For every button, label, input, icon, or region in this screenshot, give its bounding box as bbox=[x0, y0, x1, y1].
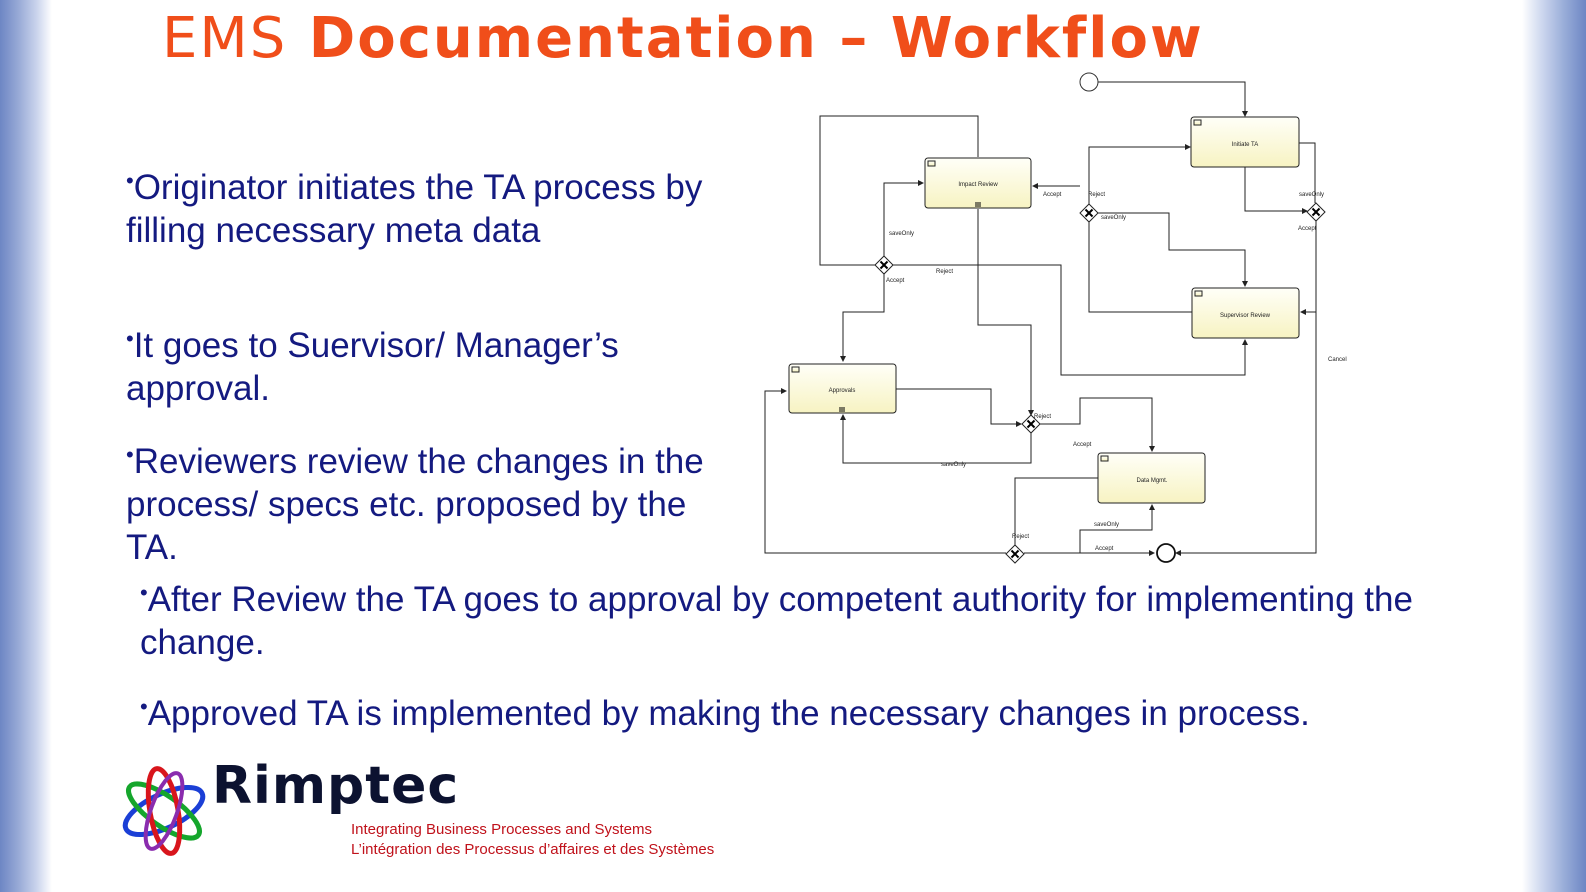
task-data-mgmt[interactable] bbox=[1098, 453, 1205, 503]
tagline-english: Integrating Business Processes and Systems bbox=[351, 821, 652, 838]
flow-label: saveOnly bbox=[1299, 192, 1325, 198]
bullet-item-1 bbox=[126, 166, 726, 252]
bullet-text-4: After Review the TA goes to approval by competent authority for implementing the change. bbox=[140, 580, 1413, 662]
left-decorative-border bbox=[0, 0, 52, 892]
flow-saveonly-to-approvals bbox=[843, 415, 1031, 463]
flow-label: Accept bbox=[1095, 546, 1114, 552]
flow-label: Reject bbox=[1034, 414, 1052, 420]
flow-initiate-to-gateway bbox=[1245, 167, 1307, 211]
user-task-icon bbox=[1101, 456, 1108, 461]
bullet-dot-icon: • bbox=[126, 326, 134, 351]
flow-label: Accept bbox=[886, 278, 905, 284]
bullet-item-3 bbox=[126, 440, 726, 569]
exclusive-gateway-icon bbox=[875, 256, 893, 274]
flow-label: Cancel bbox=[1328, 357, 1347, 363]
bullet-text-1: Originator initiates the TA process by filling necessary meta data bbox=[126, 168, 703, 250]
flow-accept-to-datamgmt bbox=[1040, 398, 1152, 451]
flow-supervisor-to-gateway bbox=[1089, 222, 1192, 312]
exclusive-gateway-icon bbox=[1307, 203, 1325, 221]
flow-impact-to-gateway bbox=[978, 209, 1031, 415]
task-approvals[interactable] bbox=[789, 364, 896, 413]
flow-gateway-to-supervisor bbox=[1301, 221, 1316, 312]
task-impact-review[interactable] bbox=[925, 158, 1031, 208]
bullet-dot-icon: • bbox=[126, 442, 134, 467]
flow-reject-to-approvals bbox=[765, 391, 1006, 553]
bullet-text-5: Approved TA is implemented by making the necessary changes in process. bbox=[147, 694, 1310, 733]
task-label: Impact Review bbox=[958, 182, 998, 188]
end-event-icon bbox=[1157, 544, 1175, 562]
task-label: Data Mgmt. bbox=[1136, 478, 1168, 484]
rimptec-logo-icon bbox=[118, 764, 210, 858]
bullet-item-4 bbox=[140, 578, 1540, 664]
task-supervisor-review[interactable] bbox=[1192, 288, 1299, 338]
flow-label: saveOnly bbox=[1101, 215, 1127, 221]
brand-name: Rimptec bbox=[212, 756, 460, 816]
tagline-french: L’intégration des Processus d’affaires et des Systèmes bbox=[351, 841, 715, 858]
title-ems: EMS bbox=[162, 6, 288, 71]
workflow-diagram bbox=[760, 68, 1347, 568]
flow-label: Reject bbox=[1012, 534, 1030, 540]
flow-label: Accept bbox=[1073, 442, 1092, 448]
user-task-icon bbox=[792, 367, 799, 372]
bullet-dot-icon: • bbox=[126, 168, 134, 193]
slide-title bbox=[162, 6, 1422, 71]
flow-label: saveOnly bbox=[941, 462, 967, 468]
bullet-dot-icon: • bbox=[140, 580, 148, 605]
flow-start-to-initiate bbox=[1098, 82, 1245, 116]
flow-label: saveOnly bbox=[1094, 522, 1120, 528]
flow-label: saveOnly bbox=[889, 231, 915, 237]
task-label: Initiate TA bbox=[1231, 142, 1259, 148]
bullet-dot-icon: • bbox=[140, 694, 148, 719]
user-task-icon bbox=[1194, 120, 1201, 125]
right-decorative-border bbox=[1522, 0, 1586, 892]
bullet-item-5 bbox=[140, 692, 1540, 735]
user-task-icon bbox=[928, 161, 935, 166]
flow-saveonly-to-datamgmt bbox=[1080, 505, 1152, 553]
bullet-text-3: Reviewers review the changes in the process/ specs etc. proposed by the TA. bbox=[126, 442, 704, 567]
flow-accept-to-approvals bbox=[843, 274, 884, 361]
flow-approvals-to-gateway bbox=[896, 389, 1021, 424]
exclusive-gateway-icon bbox=[1006, 545, 1024, 563]
flow-saveonly-to-supervisor bbox=[1098, 213, 1245, 286]
flow-saveonly-to-impact bbox=[884, 183, 923, 256]
title-rest: Documentation – Workflow bbox=[287, 6, 1204, 71]
task-label: Approvals bbox=[828, 388, 856, 394]
bullet-item-2 bbox=[126, 324, 726, 410]
bullet-text-2: It goes to Suervisor/ Manager’s approval. bbox=[126, 326, 619, 408]
task-label: Supervisor Review bbox=[1219, 313, 1271, 319]
flow-label: Accept bbox=[1043, 192, 1062, 198]
task-initiate-ta[interactable] bbox=[1191, 117, 1299, 167]
flow-label: Reject bbox=[1088, 192, 1106, 198]
exclusive-gateway-icon bbox=[1080, 204, 1098, 222]
user-task-icon bbox=[1195, 291, 1202, 296]
flow-label: Reject bbox=[936, 269, 954, 275]
start-event-icon bbox=[1080, 73, 1098, 91]
flow-label: Accept bbox=[1298, 226, 1317, 232]
